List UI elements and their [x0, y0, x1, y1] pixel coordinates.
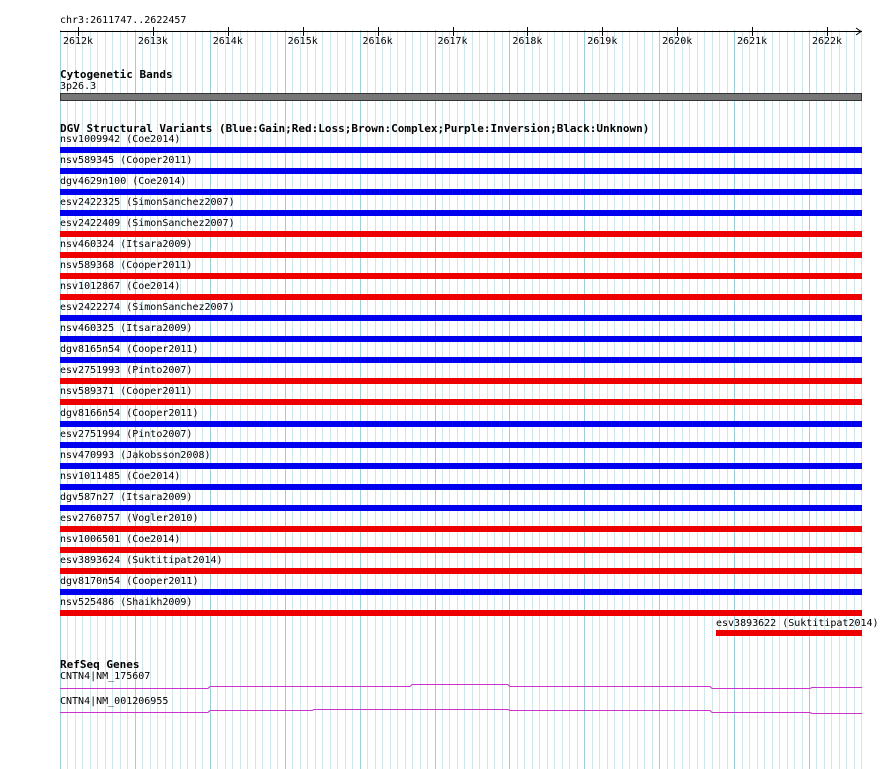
feature-label: nsv589368 (Cooper2011): [60, 260, 193, 272]
cytoband-bar[interactable]: [60, 93, 862, 101]
dgv-feature[interactable]: [0, 365, 890, 386]
feature-bar[interactable]: [716, 630, 862, 636]
feature-bar[interactable]: [60, 336, 862, 342]
gene-label: CNTN4|NM_001206955: [60, 696, 169, 707]
dgv-feature[interactable]: [0, 471, 890, 492]
feature-label: esv2422409 (SimonSanchez2007): [60, 218, 235, 230]
cytoband-track-title: Cytogenetic Bands: [60, 68, 173, 81]
dgv-feature[interactable]: [0, 492, 890, 513]
feature-label: esv2751994 (Pinto2007): [60, 428, 193, 440]
feature-label: dgv8165n54 (Cooper2011): [60, 344, 199, 356]
feature-bar[interactable]: [60, 547, 862, 553]
feature-bar[interactable]: [60, 294, 862, 300]
ruler-tick-label: 2618k: [512, 36, 543, 47]
feature-label: dgv4629n100 (Coe2014): [60, 176, 187, 188]
feature-label: esv2422274 (SimonSanchez2007): [60, 302, 235, 314]
ruler-tick-label: 2617k: [437, 36, 468, 47]
ruler-tick-label: 2615k: [287, 36, 318, 47]
feature-label: nsv470993 (Jakobsson2008): [60, 449, 211, 461]
feature-label: nsv589345 (Cooper2011): [60, 155, 193, 167]
feature-label: esv2422325 (SimonSanchez2007): [60, 197, 235, 209]
cytoband-label: 3p26.3: [60, 81, 97, 92]
feature-bar[interactable]: [60, 315, 862, 321]
dgv-feature[interactable]: [0, 134, 890, 155]
ruler-tick-label: 2616k: [362, 36, 393, 47]
feature-label: nsv460325 (Itsara2009): [60, 323, 193, 335]
dgv-feature[interactable]: [0, 429, 890, 450]
dgv-track-title: DGV Structural Variants (Blue:Gain;Red:Loss;Brown:Complex;Purple:Inversion;Black:Unknown): [60, 122, 650, 135]
feature-label: esv2751993 (Pinto2007): [60, 365, 193, 377]
dgv-feature[interactable]: [0, 197, 890, 218]
feature-bar[interactable]: [60, 505, 862, 511]
dgv-feature[interactable]: [0, 176, 890, 197]
feature-label: dgv587n27 (Itsara2009): [60, 491, 193, 503]
region-label: chr3:2611747..2622457: [60, 15, 187, 26]
feature-bar[interactable]: [60, 147, 862, 153]
feature-bar[interactable]: [60, 463, 862, 469]
feature-bar[interactable]: [60, 484, 862, 490]
ruler-tick-label: 2619k: [587, 36, 618, 47]
feature-bar[interactable]: [60, 357, 862, 363]
dgv-feature[interactable]: [0, 597, 890, 618]
dgv-feature[interactable]: [0, 218, 890, 239]
feature-bar[interactable]: [60, 526, 862, 532]
ruler-tick-label: 2613k: [137, 36, 168, 47]
feature-label: esv2760757 (Vogler2010): [60, 512, 199, 524]
feature-label: nsv525486 (Shaikh2009): [60, 596, 193, 608]
dgv-feature[interactable]: [0, 513, 890, 534]
feature-bar[interactable]: [60, 610, 862, 616]
dgv-feature[interactable]: [0, 155, 890, 176]
feature-bar[interactable]: [60, 273, 862, 279]
dgv-feature[interactable]: [0, 302, 890, 323]
feature-bar[interactable]: [60, 421, 862, 427]
refseq-track-title: RefSeq Genes: [60, 658, 140, 671]
gene-model: [60, 710, 862, 714]
feature-bar[interactable]: [60, 189, 862, 195]
feature-label: esv3893622 (Suktitipat2014): [716, 618, 879, 629]
dgv-feature[interactable]: [0, 534, 890, 555]
dgv-feature[interactable]: [0, 260, 890, 281]
ruler-tick-label: 2612k: [62, 36, 94, 47]
feature-label: nsv460324 (Itsara2009): [60, 239, 193, 251]
dgv-feature[interactable]: [0, 576, 890, 597]
feature-bar[interactable]: [60, 568, 862, 574]
feature-label: nsv1012867 (Coe2014): [60, 281, 181, 293]
gene-models: [0, 660, 890, 720]
feature-bar[interactable]: [60, 589, 862, 595]
dgv-feature[interactable]: [0, 386, 890, 407]
feature-label: dgv8170n54 (Cooper2011): [60, 575, 199, 587]
dgv-feature[interactable]: [0, 323, 890, 344]
gene-label: CNTN4|NM_175607: [60, 671, 151, 682]
gene-model: [60, 685, 862, 689]
dgv-feature[interactable]: [0, 450, 890, 471]
feature-bar[interactable]: [60, 231, 862, 237]
dgv-feature[interactable]: [0, 344, 890, 365]
feature-bar[interactable]: [60, 252, 862, 258]
feature-label: nsv1006501 (Coe2014): [60, 533, 181, 545]
feature-bar[interactable]: [60, 168, 862, 174]
dgv-feature[interactable]: [0, 555, 890, 576]
feature-bar[interactable]: [60, 442, 862, 448]
dgv-feature[interactable]: [0, 239, 890, 260]
ruler-tick-label: 2620k: [662, 36, 693, 47]
feature-label: esv3893624 (Suktitipat2014): [60, 554, 223, 566]
feature-bar[interactable]: [60, 399, 862, 405]
ruler-tick-label: 2622k: [811, 36, 843, 47]
feature-label: dgv8166n54 (Cooper2011): [60, 407, 199, 419]
dgv-feature[interactable]: [0, 281, 890, 302]
dgv-feature[interactable]: [0, 408, 890, 429]
position-ruler: [0, 0, 890, 60]
ruler-tick-label: 2621k: [737, 36, 768, 47]
feature-label: nsv1011485 (Coe2014): [60, 470, 181, 482]
feature-label: nsv1009942 (Coe2014): [60, 134, 181, 145]
feature-bar[interactable]: [60, 378, 862, 384]
feature-label: nsv589371 (Cooper2011): [60, 386, 193, 398]
feature-bar[interactable]: [60, 210, 862, 216]
ruler-tick-label: 2614k: [212, 36, 243, 47]
